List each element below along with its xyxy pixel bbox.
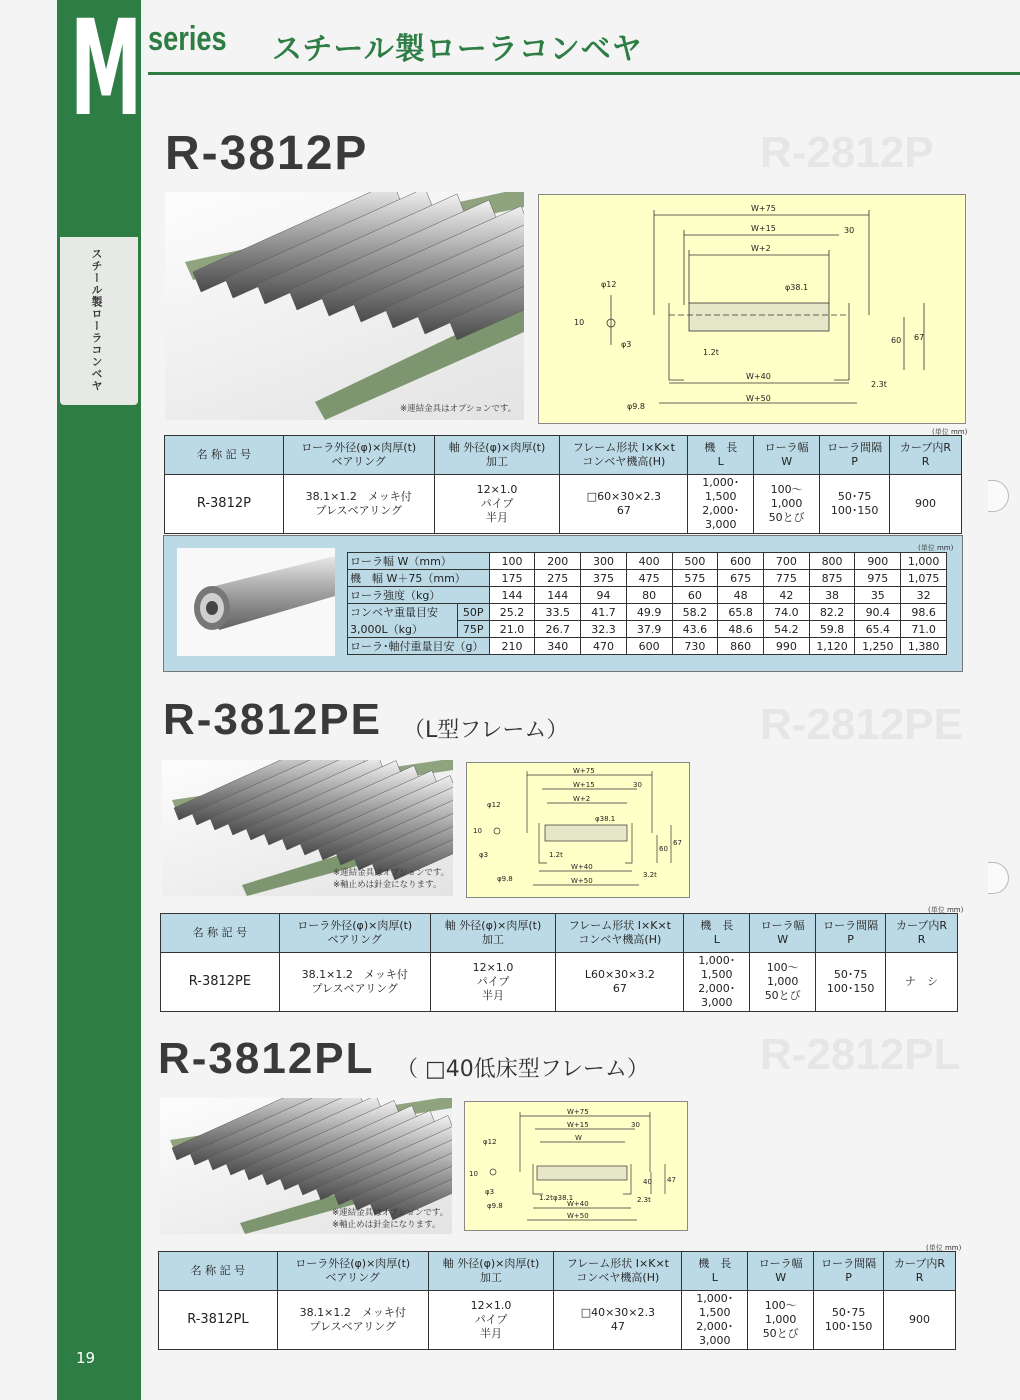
spec-header-cell: 軸 外径(φ)×肉厚(t) 加工 [428,1252,554,1291]
data-cell: 25.2 [489,604,535,621]
spec-cell: L60×30×3.2 67 [556,953,684,1012]
data-cell: 33.5 [535,604,581,621]
data-row-label: ローラ幅 W（mm） [348,553,490,570]
dimension-drawing [464,1101,688,1231]
dim-label: φ3 [485,1188,495,1196]
data-cell: 21.0 [489,621,535,638]
data-cell: 144 [535,587,581,604]
left-color-band [57,0,141,1400]
data-cell: 1,380 [901,638,947,655]
spec-header-cell: フレーム形状 I×K×t コンベヤ機高(H) [560,436,688,475]
spec-cell: R-3812P [165,475,284,534]
spec-header-cell: フレーム形状 I×K×t コンベヤ機高(H) [554,1252,682,1291]
data-row-sublabel: 50P [457,604,489,621]
data-table-row [348,638,947,655]
data-cell: 860 [718,638,764,655]
spec-cell: □40×30×2.3 47 [554,1291,682,1350]
ghost-text: R-2812PL [760,1030,961,1079]
data-cell: 875 [809,570,855,587]
data-cell: 90.4 [855,604,901,621]
data-cell: 37.9 [626,621,672,638]
dim-label: 3.2t [643,871,657,879]
data-table-row [348,604,947,621]
dim-label: 10 [473,827,482,835]
data-cell: 800 [809,553,855,570]
data-cell: 65.4 [855,621,901,638]
data-cell: 48.6 [718,621,764,638]
dim-label: 60 [659,845,668,853]
data-table-row [348,553,947,570]
data-table [347,552,947,655]
data-cell: 71.0 [901,621,947,638]
data-cell: 475 [626,570,672,587]
spec-cell: 12×1.0 パイプ 半月 [428,1291,554,1350]
spec-cell: 12×1.0 パイプ 半月 [430,953,556,1012]
dim-label: φ38.1 [785,283,809,292]
data-cell: 35 [855,587,901,604]
spec-row [165,475,962,534]
spec-header-cell: ローラ外径(φ)×肉厚(t) ベアリング [279,914,430,953]
dimension-drawing [466,762,690,898]
data-cell: 375 [581,570,627,587]
data-cell: 54.2 [763,621,809,638]
data-cell: 500 [672,553,718,570]
model-subtitle: （ □40低床型フレーム） [396,1057,649,1082]
spec-header-cell: フレーム形状 I×K×t コンベヤ機高(H) [556,914,684,953]
page-title: スチール製ローラコンベヤ [272,32,643,67]
data-cell: 98.6 [901,604,947,621]
dim-label: 40 [643,1178,652,1186]
data-cell: 60 [672,587,718,604]
spec-header-cell: カーブ内R R [890,436,962,475]
series-word: series [148,20,227,58]
dim-label: W+2 [751,244,771,253]
spec-table [158,1251,956,1350]
dim-label: φ38.1 [553,1194,574,1202]
data-cell: 600 [626,638,672,655]
spec-table [164,435,962,534]
dim-label: 30 [633,781,642,789]
drawing-lines [539,195,965,423]
data-table-row [348,621,947,638]
data-cell: 41.7 [581,604,627,621]
ghost-text: R-2812P [760,128,934,177]
spec-header-cell: カーブ内R R [886,914,958,953]
dim-label: 10 [469,1170,478,1178]
data-cell: 42 [763,587,809,604]
data-cell: 1,075 [901,570,947,587]
model-title: R-3812PE [163,695,383,744]
photo-note: ※連結金具はオプションです。 ※軸止めは針金になります。 [332,1208,449,1230]
data-cell: 400 [626,553,672,570]
data-cell: 340 [535,638,581,655]
spec-header-cell: 機 長 L [688,436,754,475]
data-cell: 48 [718,587,764,604]
data-cell: 144 [489,587,535,604]
model-title: R-3812PL [158,1034,375,1083]
dim-label: W+15 [567,1121,589,1129]
dim-label: W+75 [573,767,595,775]
drawing-lines [465,1102,687,1230]
dim-label: 2.3t [871,380,887,389]
data-cell: 1,250 [855,638,901,655]
dim-label: W+50 [571,877,593,885]
data-cell: 900 [855,553,901,570]
model-title: R-3812P [165,127,369,180]
spec-header-row [159,1252,956,1291]
dim-label: φ38.1 [595,815,616,823]
dim-label: 60 [891,336,902,345]
data-cell: 26.7 [535,621,581,638]
data-table-row [348,587,947,604]
data-cell: 700 [763,553,809,570]
dim-label: W+40 [571,863,593,871]
data-cell: 32.3 [581,621,627,638]
dim-label: W+50 [746,394,771,403]
unit-label: (単位 mm) [926,1244,962,1252]
dim-label: φ9.8 [497,875,513,883]
spec-cell: 100〜1,000 50とび [754,475,820,534]
spec-header-cell: 機 長 L [684,914,750,953]
data-cell: 32 [901,587,947,604]
photo-note: ※連結金具はオプションです。 ※軸止めは針金になります。 [333,868,450,890]
unit-label: (単位 mm) [932,428,968,436]
spec-cell: 100〜1,000 50とび [748,1291,814,1350]
dim-label: W+15 [751,224,776,233]
data-row-label: ローラ強度（kg） [348,587,490,604]
spec-header-cell: 名 称 記 号 [161,914,280,953]
roller-illustration [177,548,335,656]
data-cell: 675 [718,570,764,587]
header-rule [148,72,1020,75]
photo-note: ※連結金具はオプションです。 [400,404,517,414]
dim-label: W [575,1134,582,1142]
series-letter: M [70,0,143,146]
spec-cell: 50･75 100･150 [814,1291,884,1350]
spec-row [159,1291,956,1350]
dim-label: W+40 [746,372,771,381]
spec-cell: 900 [890,475,962,534]
data-row-label: 機 幅 W＋75（mm） [348,570,490,587]
data-cell: 43.6 [672,621,718,638]
spec-header-cell: 軸 外径(φ)×肉厚(t) 加工 [434,436,560,475]
dim-label: 30 [631,1121,640,1129]
data-cell: 49.9 [626,604,672,621]
binder-hole [988,862,1009,894]
dim-label: φ12 [601,280,617,289]
dim-label: φ3 [479,851,489,859]
data-row-label: コンベヤ重量目安 [348,604,458,621]
dim-label: W+75 [567,1108,589,1116]
spec-cell: 38.1×1.2 メッキ付 プレスベアリング [283,475,434,534]
spec-cell: ナ シ [886,953,958,1012]
spec-cell: 50･75 100･150 [820,475,890,534]
spec-cell: 100〜1,000 50とび [750,953,816,1012]
data-cell: 1,000 [901,553,947,570]
dim-label: 47 [667,1176,676,1184]
spec-header-cell: 名 称 記 号 [165,436,284,475]
spec-header-cell: ローラ幅 W [748,1252,814,1291]
spec-cell: R-3812PL [159,1291,278,1350]
dim-label: W+15 [573,781,595,789]
data-cell: 775 [763,570,809,587]
drawing-lines [467,763,689,897]
roller-photo [177,548,335,656]
dim-label: W+40 [567,1200,589,1208]
spec-cell: 900 [884,1291,956,1350]
spec-header-cell: カーブ内R R [884,1252,956,1291]
dim-label: 30 [844,226,855,235]
spec-cell: R-3812PE [161,953,280,1012]
spec-cell: 12×1.0 パイプ 半月 [434,475,560,534]
dim-label: φ12 [483,1138,497,1146]
spec-header-cell: 機 長 L [682,1252,748,1291]
dim-label: φ9.8 [487,1202,503,1210]
dim-label: W+50 [567,1212,589,1220]
spec-cell: 50･75 100･150 [816,953,886,1012]
roller-conveyor-illustration [165,192,524,420]
spec-header-row [161,914,958,953]
spec-cell: 1,000･1,500 2,000･3,000 [682,1291,748,1350]
data-row-label: ローラ･軸付重量目安（g） [348,638,490,655]
data-cell: 38 [809,587,855,604]
data-cell: 175 [489,570,535,587]
data-cell: 94 [581,587,627,604]
ghost-text: R-2812PE [760,700,964,749]
binder-hole [988,480,1009,512]
dim-label: 2.3t [637,1196,651,1204]
dim-label: φ9.8 [627,402,645,411]
spec-header-cell: ローラ幅 W [754,436,820,475]
data-cell: 82.2 [809,604,855,621]
spec-header-cell: ローラ外径(φ)×肉厚(t) ベアリング [283,436,434,475]
data-row-sublabel: 75P [457,621,489,638]
spec-cell: □60×30×2.3 67 [560,475,688,534]
data-cell: 65.8 [718,604,764,621]
spec-cell: 38.1×1.2 メッキ付 プレスベアリング [277,1291,428,1350]
spec-table [160,913,958,1012]
dim-label: φ12 [487,801,501,809]
data-cell: 470 [581,638,627,655]
unit-label: (単位 mm) [928,906,964,914]
spec-header-row [165,436,962,475]
data-cell: 600 [718,553,764,570]
dim-label: 1.2t [549,851,563,859]
model-subtitle: （L型フレーム） [403,718,569,743]
page-number: 19 [76,1349,96,1367]
dim-label: W+75 [751,204,776,213]
spec-cell: 1,000･1,500 2,000･3,000 [688,475,754,534]
data-cell: 74.0 [763,604,809,621]
spec-header-cell: ローラ間隔 P [816,914,886,953]
data-cell: 300 [581,553,627,570]
spec-header-cell: ローラ間隔 P [820,436,890,475]
data-cell: 990 [763,638,809,655]
dim-label: φ3 [621,340,632,349]
dim-label: 67 [673,839,682,847]
spec-header-cell: 軸 外径(φ)×肉厚(t) 加工 [430,914,556,953]
side-tab-label: スチール製ローラコンベヤ [90,248,103,392]
data-cell: 58.2 [672,604,718,621]
data-cell: 200 [535,553,581,570]
dim-label: W+2 [573,795,591,803]
dim-label: 10 [574,318,585,327]
data-cell: 575 [672,570,718,587]
data-cell: 975 [855,570,901,587]
dimension-drawing [538,194,966,424]
data-row-label: 3,000L（kg） [348,621,458,638]
spec-cell: 1,000･1,500 2,000･3,000 [684,953,750,1012]
data-cell: 80 [626,587,672,604]
data-cell: 1,120 [809,638,855,655]
spec-header-cell: ローラ幅 W [750,914,816,953]
dim-label: 1.2t [703,348,719,357]
spec-header-cell: 名 称 記 号 [159,1252,278,1291]
spec-header-cell: ローラ間隔 P [814,1252,884,1291]
data-cell: 210 [489,638,535,655]
spec-row [161,953,958,1012]
product-photo [165,192,524,420]
data-cell: 275 [535,570,581,587]
spec-header-cell: ローラ外径(φ)×肉厚(t) ベアリング [277,1252,428,1291]
unit-label: (単位 mm) [918,544,954,552]
data-cell: 59.8 [809,621,855,638]
data-cell: 730 [672,638,718,655]
data-cell: 100 [489,553,535,570]
data-table-row [348,570,947,587]
dim-label: 67 [914,333,925,342]
dim-label: 1.2t [539,1194,553,1202]
spec-cell: 38.1×1.2 メッキ付 プレスベアリング [279,953,430,1012]
